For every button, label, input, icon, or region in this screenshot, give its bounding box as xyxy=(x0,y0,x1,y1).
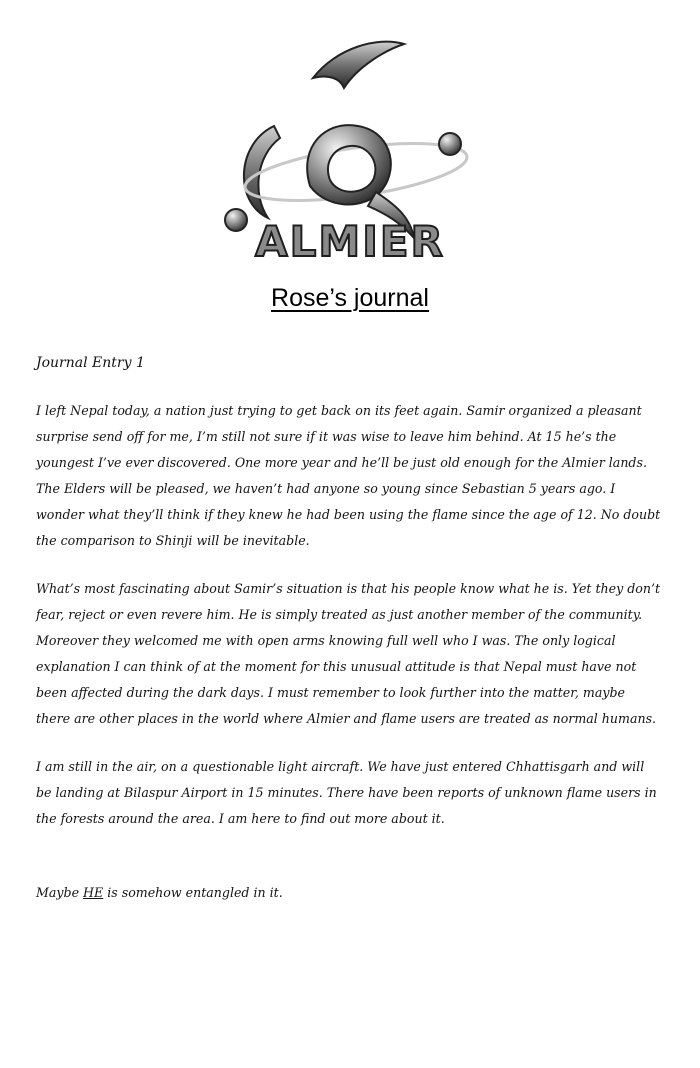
closing-text-before: Maybe xyxy=(36,885,84,900)
entry-heading: Journal Entry 1 xyxy=(36,355,145,371)
closing-text-after: is somehow entangled in it. xyxy=(103,885,283,900)
journal-entry xyxy=(36,350,662,906)
page-title xyxy=(0,284,700,313)
page-title-text: Rose’s journal xyxy=(271,284,429,312)
closing-emphasis: HE xyxy=(83,885,104,900)
entry-paragraph: What’s most fascinating about Samir’s situation is that his people know what he is. Yet they don’t fear, reject or even revere him. He is simply treated as just another member of the community. Moreover they welcomed me with open arms knowing full well who I was. The only logical explanation I can think of at the moment for this unusual attitude is that Nepal must have not been affected during the dark days. I must remember to look further into the matter, maybe there are other places in the world where Almier and flame users are treated as normal humans. xyxy=(36,581,661,726)
almier-logo xyxy=(218,34,478,266)
logo-wordmark: ALMIER xyxy=(255,217,445,266)
entry-closing-line xyxy=(36,880,662,906)
entry-paragraph: I left Nepal today, a nation just trying to get back on its feet again. Samir organized a pleasant surprise send off for me, I’m still not sure if it was wise to leave him behind. At 15 he’s the youngest I’ve ever discovered. One more year and he’ll be just old enough for the Almier lands. The Elders will be pleased, we haven’t had anyone so young since Sebastian 5 years ago. I wonder what they’ll think if they knew he had been using the flame since the age of 12. No doubt the comparison to Shinji will be inevitable. xyxy=(36,403,661,548)
entry-paragraph: I am still in the air, on a questionable light aircraft. We have just entered Chhattisgarh and will be landing at Bilaspur Airport in 15 minutes. There have been reports of unknown flame users in the forests around the area. I am here to find out more about it. xyxy=(36,759,657,826)
